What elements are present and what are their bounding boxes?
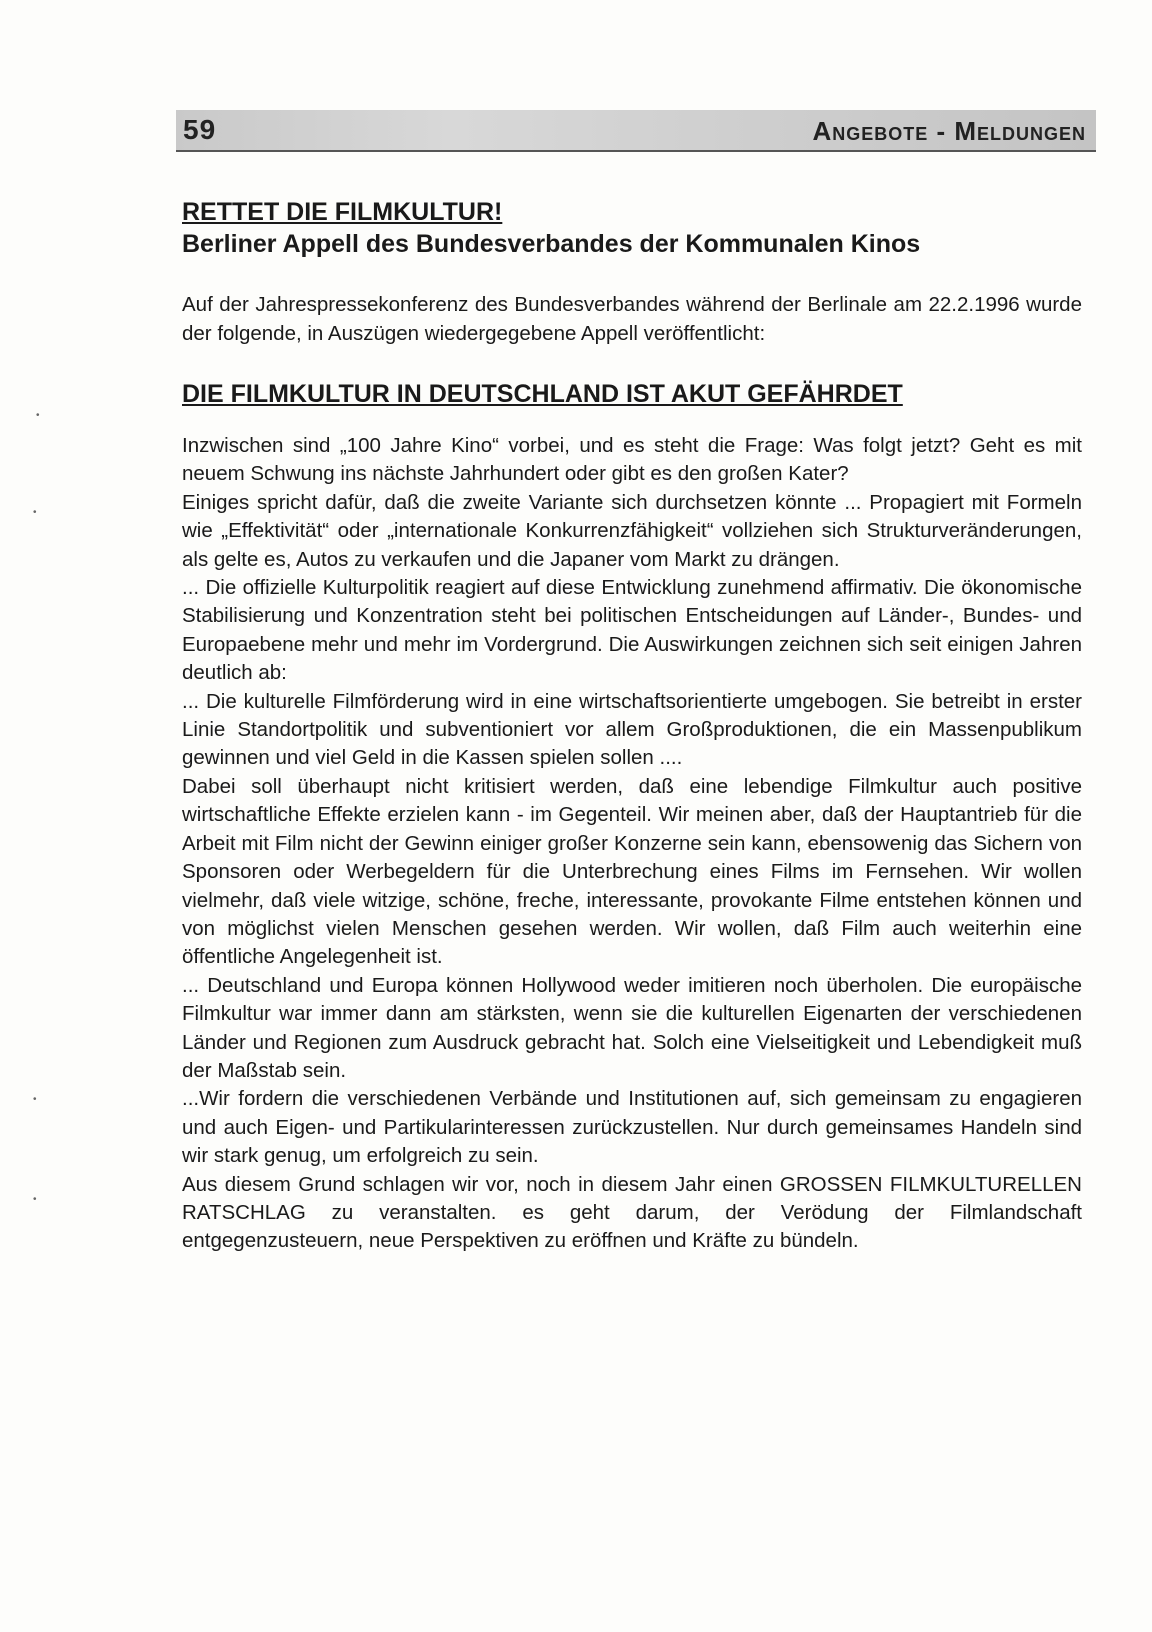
paragraph: Inzwischen sind „100 Jahre Kino“ vorbei, und es steht die Frage: Was folgt jetzt? Geht es mit neuem Schwung ins nächste Jahrhundert oder gibt es den großen Kater? xyxy=(182,434,1082,486)
margin-dot: • xyxy=(33,1194,37,1205)
paragraph: ... Die kulturelle Filmförderung wird in eine wirtschaftsorientierte umgebogen. Sie betreibt in erster Linie Standortpolitik und subventioniert vor allem Großproduktionen, die ein Massenpublikum gewinnen und viel Geld in die Kassen spielen sollen .... xyxy=(182,689,1082,770)
article xyxy=(182,196,1082,1256)
paragraph: ... Die offizielle Kulturpolitik reagiert auf diese Entwicklung zunehmend affirmativ. Die ökonomische Stabilisierung und Konzentration steht bei politischen Entscheidungen auf Länder-, Bundes- und Europaebene mehr und mehr im Vordergrund. Die Auswirkungen zeichnen sich seit einigen Jahren deutlich ab: xyxy=(182,576,1082,685)
paragraph: ...Wir fordern die verschiedenen Verbände und Institutionen auf, sich gemeinsam zu engagieren und auch Eigen- und Partikularinteressen zurückzustellen. Nur durch gemeinsames Handeln sind wir stark genug, um erfolgreich zu sein. xyxy=(182,1087,1082,1168)
margin-dot: • xyxy=(33,1094,37,1105)
appeal-title: DIE FILMKULTUR IN DEUTSCHLAND IST AKUT GEFÄHRDET xyxy=(182,380,903,408)
paragraph: Dabei soll überhaupt nicht kritisiert werden, daß eine lebendige Filmkultur auch positive wirtschaftliche Effekte erzielen kann - im Gegenteil. Wir meinen aber, daß der Hauptantrieb für die Arbeit mit Film nicht der Gewinn einiger großer Konzerne sein kann, ebensowenig das Sichern von Sponsoren oder Werbegeldern für die Unterbrechung eines Films im Fernsehen. Wir wollen vielmehr, daß viele witzige, schöne, freche, interessante, provokante Filme entstehen können und von möglichst vielen Menschen gesehen werden. Wir wollen, daß Film auch weiterhin eine öffentliche Angelegenheit ist. xyxy=(182,774,1082,969)
paragraph: Aus diesem Grund schlagen wir vor, noch in diesem Jahr einen GROSSEN FILMKULTURELLEN RATSCHLAG zu veranstalten. es geht darum, der Verödung der Filmlandschaft entgegenzusteuern, neue Perspektiven zu eröffnen und Kräfte zu bündeln. xyxy=(182,1172,1082,1253)
paragraph: ... Deutschland und Europa können Hollywood weder imitieren noch überholen. Die europäische Filmkultur war immer dann am stärksten, wenn sie die kulturellen Eigenarten der verschiedenen Länder und Regionen zum Ausdruck gebracht hat. Solch eine Vielseitigkeit und Lebendigkeit muß der Maßstab sein. xyxy=(182,973,1082,1082)
article-title: RETTET DIE FILMKULTUR! xyxy=(182,198,503,226)
article-intro: Auf der Jahrespressekonferenz des Bundesverbandes während der Berlinale am 22.2.1996 wurde der folgende, in Auszügen wiedergegebene Appell veröffentlicht: xyxy=(182,293,1082,345)
paragraph: Einiges spricht dafür, daß die zweite Variante sich durchsetzen könnte ... Propagiert mit Formeln wie „Effektivität“ oder „internationale Konkurrenzfähigkeit“ vollziehen sich Strukturveränderungen, als gelte es, Autos zu verkaufen und die Japaner vom Markt zu drängen. xyxy=(182,490,1082,571)
page-number: 59 xyxy=(183,114,217,145)
appeal-body xyxy=(182,432,1082,1256)
article-subtitle: Berliner Appell des Bundesverbandes der Kommunalen Kinos xyxy=(182,230,921,258)
margin-dot: • xyxy=(33,507,37,518)
margin-dot: • xyxy=(36,410,40,421)
section-title: Angebote - Meldungen xyxy=(812,116,1086,146)
